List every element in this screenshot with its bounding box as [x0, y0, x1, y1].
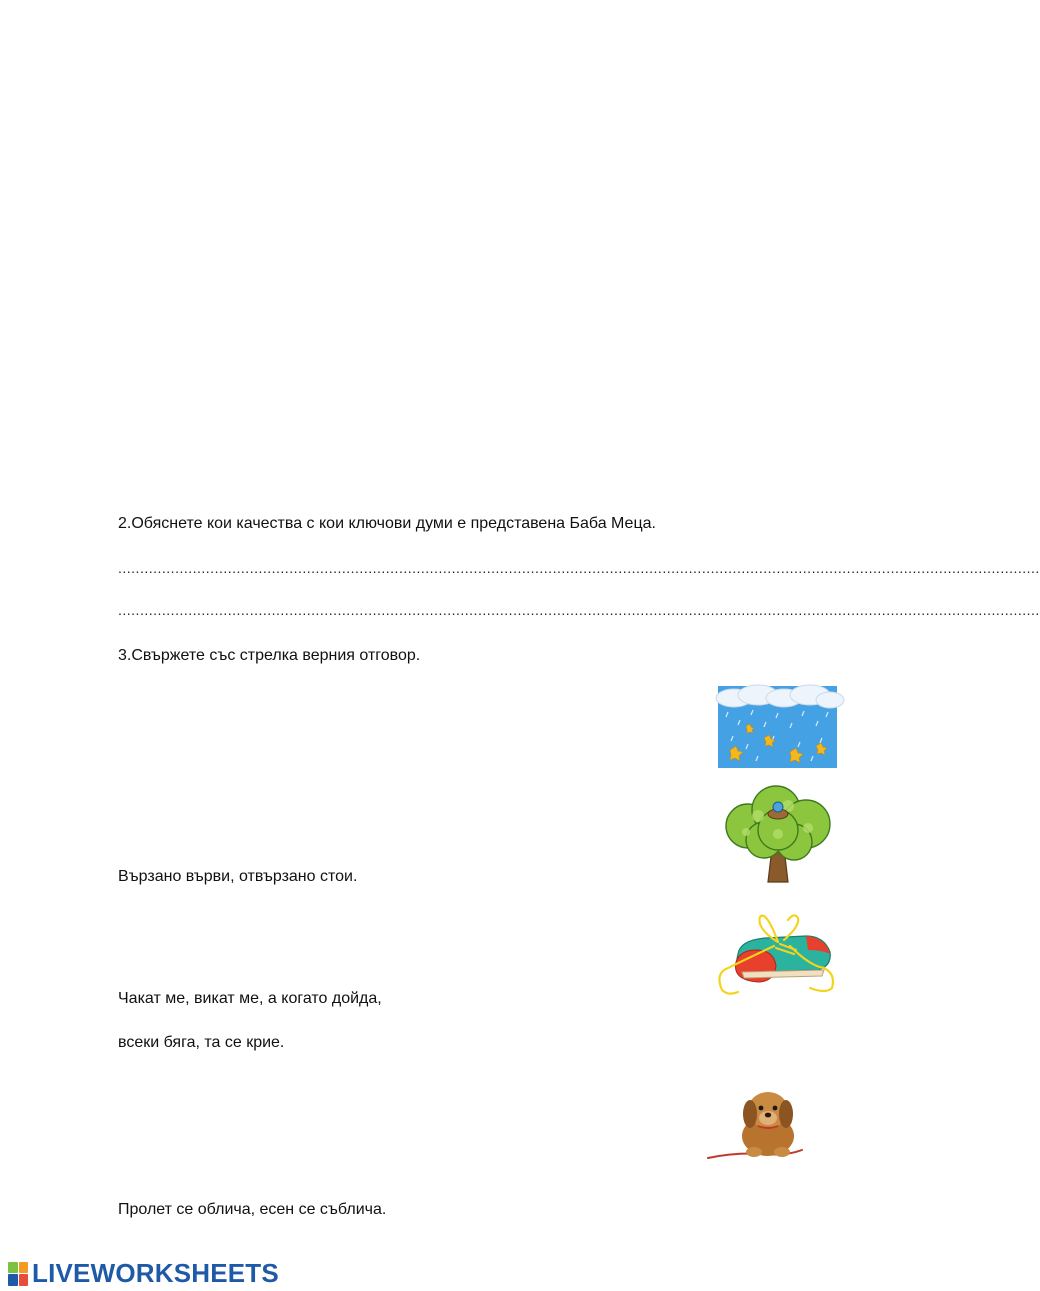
- question-2-prompt: 2.Обяснете кои качества с кои ключови думи е представена Баба Меца.: [118, 515, 656, 532]
- riddle-2-line-2[interactable]: всеки бяга, та се крие.: [118, 1034, 285, 1051]
- riddle-1[interactable]: Вързано върви, отвързано стои.: [118, 868, 358, 885]
- logo-badge-icon: [8, 1262, 28, 1286]
- answer-line-2[interactable]: ..................................................................................................................................................................................................................: [118, 602, 1040, 618]
- question-3-prompt: 3.Свържете със стрелка верния отговор.: [118, 647, 421, 664]
- puppy-on-leash-image[interactable]: [706, 1080, 816, 1164]
- logo-text: LIVEWORKSHEETS: [32, 1258, 279, 1288]
- tree-image[interactable]: [718, 786, 838, 882]
- answer-line-1[interactable]: ..................................................................................................................................................................................................................: [118, 560, 1040, 576]
- rain-autumn-image[interactable]: [718, 686, 837, 768]
- riddle-2-line-1[interactable]: Чакат ме, викат ме, а когато дойда,: [118, 990, 382, 1007]
- riddle-3[interactable]: Пролет се облича, есен се съблича.: [118, 1201, 387, 1218]
- lacing-shoe-image[interactable]: [714, 910, 842, 1000]
- liveworksheets-logo[interactable]: [8, 1258, 279, 1289]
